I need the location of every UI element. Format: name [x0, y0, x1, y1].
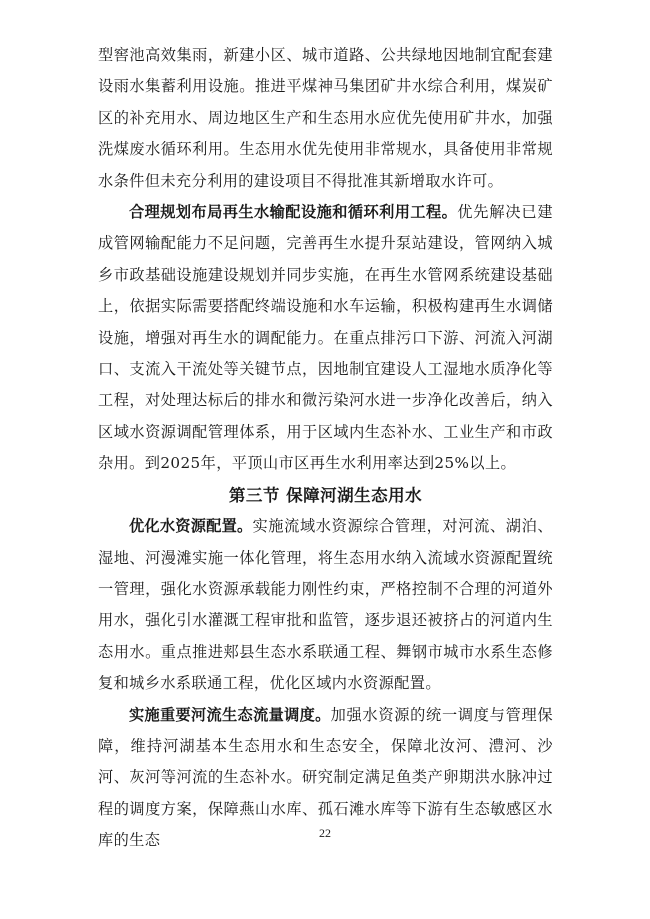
section-title: 第三节 保障河湖生态用水 [228, 485, 423, 505]
paragraph-lead-heading: 合理规划布局再生水输配设施和循环利用工程。 [129, 203, 458, 222]
paragraph-body: 实施流域水资源综合管理，对河流、湖泊、湿地、河漫滩实施一体化管理，将生态用水纳入流域水资源配置统一管理，强化水资源承载能力刚性约束，严格控制不合理的河道外用水，强化引水灌溉工程审批和监管，逐步退还被挤占的河道内生态用水。重点推进郏县生态水系联通工程、舞钢市城市水系生态修复和城乡水系联通工程，优化区域内水资源配置。 [98, 517, 553, 693]
page-number: 22 [319, 826, 331, 840]
paragraph-reclaimed-water [98, 197, 553, 480]
paragraph-rainwater [98, 40, 553, 197]
paragraph-lead-heading: 实施重要河流生态流量调度。 [129, 705, 331, 724]
paragraph-water-allocation [98, 511, 553, 699]
paragraph-lead-heading: 优化水资源配置。 [129, 517, 253, 536]
paragraph-body: 型窖池高效集雨，新建小区、城市道路、公共绿地因地制宜配套建设雨水集蓄利用设施。推进平煤神马集团矿井水综合利用，煤炭矿区的补充用水、周边地区生产和生态用水应优先使用矿井水，加强洗煤废水循环利用。生态用水优先使用非常规水，具备使用非常规水条件但未充分利用的建设项目不得批准其新增取水许可。 [98, 46, 553, 190]
document-page [98, 40, 553, 857]
paragraph-body: 优先解决已建成管网输配能力不足问题，完善再生水提升泵站建设，管网纳入城乡市政基础设施建设规划并同步实施，在再生水管网系统建设基础上，依据实际需要搭配终端设施和水车运输，积极构建再生水调储设施，增强对再生水的调配能力。在重点排污口下游、河流入河湖口、支流入干流处等关键节点，因地制宜建设人工湿地水质净化等工程，对处理达标后的排水和微污染河水进一步净化改善后，纳入区域水资源调配管理体系，用于区域内生态补水、工业生产和市政杂用。到2025年，平顶山市区再生水利用率达到25%以上。 [98, 203, 554, 473]
paragraph-body: 加强水资源的统一调度与管理保障，维持河湖基本生态用水和生态安全，保障北汝河、澧河、沙河、灰河等河流的生态补水。研究制定满足鱼类产卵期洪水脉冲过程的调度方案，保障燕山水库、孤石滩水库等下游有生态敏感区水库的生态 [98, 705, 553, 850]
